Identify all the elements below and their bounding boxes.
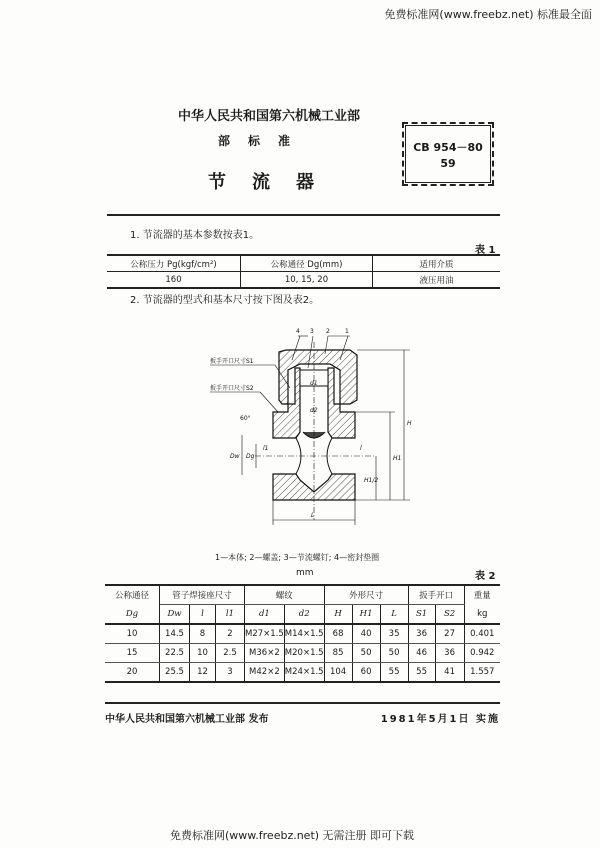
document-title: 节流器 [208,172,340,193]
cell: M14×1.5 [284,624,324,644]
dim-d2: d2 [310,407,318,414]
cell-diameter: 10, 15, 20 [241,272,373,289]
throttle-valve-drawing [200,320,430,540]
watermark-top: 免费标准网(www.freebz.net) 标准最全面 [384,8,592,21]
cell: 20 [105,663,160,683]
dim-l-length: L [311,512,315,519]
header-l [190,605,216,625]
dim-l: l [360,445,362,452]
cell: 10 [105,624,160,644]
cell: 41 [435,663,464,683]
part-number-4: 4 [296,328,300,335]
header-kg: kg [464,605,500,625]
l-symbol: l [201,609,204,619]
cell: 40 [352,624,380,644]
header-diameter: 公称通径 Dg(mm) [241,255,373,272]
table-row [105,644,500,663]
cell: 12 [190,663,216,683]
s1-symbol: S1 [415,609,428,619]
dim-dg: Dg [246,453,255,460]
cell: 8 [190,624,216,644]
label-s2: 扳手开口尺寸S2 [210,385,254,392]
l1-symbol: l1 [225,609,235,619]
angle-label: 60° [240,415,251,422]
cell: M20×1.5 [284,644,324,663]
standard-code-sub: 59 [440,157,456,170]
cell: M27×1.5 [245,624,285,644]
cell: M24×1.5 [284,663,324,683]
section2-text: 2. 节流器的型式和基本尺寸按下图及表2。 [130,295,320,306]
h1-symbol: H1 [359,609,373,619]
d1-symbol: d1 [258,609,270,619]
part-number-1: 1 [345,328,349,335]
cell: 60 [352,663,380,683]
footer-rule [105,702,500,704]
dim-dw: Dw [230,453,240,460]
dim-l1: l1 [263,445,269,452]
header-h1 [352,605,380,625]
cell: 85 [324,644,352,663]
part-number-3: 3 [310,328,314,335]
header-thread: 螺纹 [245,585,325,605]
watermark-bottom: 免费标准网(www.freebz.net) 无需注册 即可下载 [170,829,415,842]
header-dg [105,605,160,625]
publisher: 中华人民共和国第六机械工业部 发布 [105,714,269,725]
table1-label: 表 1 [475,245,496,256]
standard-code-box [402,122,494,186]
cell: 36 [435,644,464,663]
effective-date: 1981年5月1日 实施 [380,714,500,725]
cell: 50 [380,644,408,663]
cell: 2.5 [216,644,245,663]
header-wrench: 扳手开口 [408,585,464,605]
table2-unit: mm [296,568,314,578]
drawing-caption: 1—本体; 2—螺盖; 3—节流螺钉; 4—密封垫圈 [215,553,380,562]
cell: 0.942 [464,644,500,663]
section1-text: 1. 节流器的基本参数按表1。 [130,230,260,241]
cell: 25.5 [160,663,190,683]
parameter-table [107,254,500,289]
top-rule [107,214,500,216]
cell: 2 [216,624,245,644]
cell: 68 [324,624,352,644]
header-d2 [284,605,324,625]
d2-symbol: d2 [298,609,310,619]
dimension-table [105,584,500,683]
table2-label: 表 2 [475,571,496,582]
cell: 35 [380,624,408,644]
cell: 55 [408,663,435,683]
cell: 104 [324,663,352,683]
dim-h: H [407,420,412,427]
L-symbol: L [391,609,397,619]
standard-type: 部标准 [218,134,309,148]
cell: 55 [380,663,408,683]
label-s1: 扳手开口尺寸S1 [210,358,254,365]
cell: 22.5 [160,644,190,663]
header-l-length [380,605,408,625]
header-l1 [216,605,245,625]
cell: 0.401 [464,624,500,644]
table-row [105,624,500,644]
cell: 50 [352,644,380,663]
header-d1 [245,605,285,625]
standard-code: CB 954－80 [413,141,483,154]
header-overall-dims: 外形尺寸 [324,585,408,605]
cell: M42×2 [245,663,285,683]
dim-h1: H1 [393,455,402,462]
h-symbol: H [334,609,342,619]
cell-pressure: 160 [107,272,241,289]
cell: 36 [408,624,435,644]
header-nominal-diameter: 公称通径 [105,585,160,605]
header-weight: 重量 [473,591,491,602]
dim-h1-half: H1/2 [364,477,379,484]
organization: 中华人民共和国第六机械工业部 [178,109,361,124]
header-pressure: 公称压力 Pg(kgf/cm²) [107,255,241,272]
header-medium: 适用介质 [373,255,501,272]
dw-symbol: Dw [167,609,182,619]
cell: 14.5 [160,624,190,644]
header-weld-seat: 管子焊接座尺寸 [160,585,245,605]
cell: 3 [216,663,245,683]
s2-symbol: S2 [443,609,456,619]
header-dw [160,605,190,625]
cell: 46 [408,644,435,663]
dg-symbol: Dg [125,608,139,619]
part-number-2: 2 [326,328,330,335]
header-s1 [408,605,435,625]
cell: 10 [190,644,216,663]
cell: M36×2 [245,644,285,663]
cell: 1.557 [464,663,500,683]
header-s2 [435,605,464,625]
cell-medium: 液压用油 [373,272,501,289]
cell: 27 [435,624,464,644]
table-row [105,663,500,683]
header-h [324,605,352,625]
dim-d1: d1 [310,380,318,387]
cell: 15 [105,644,160,663]
